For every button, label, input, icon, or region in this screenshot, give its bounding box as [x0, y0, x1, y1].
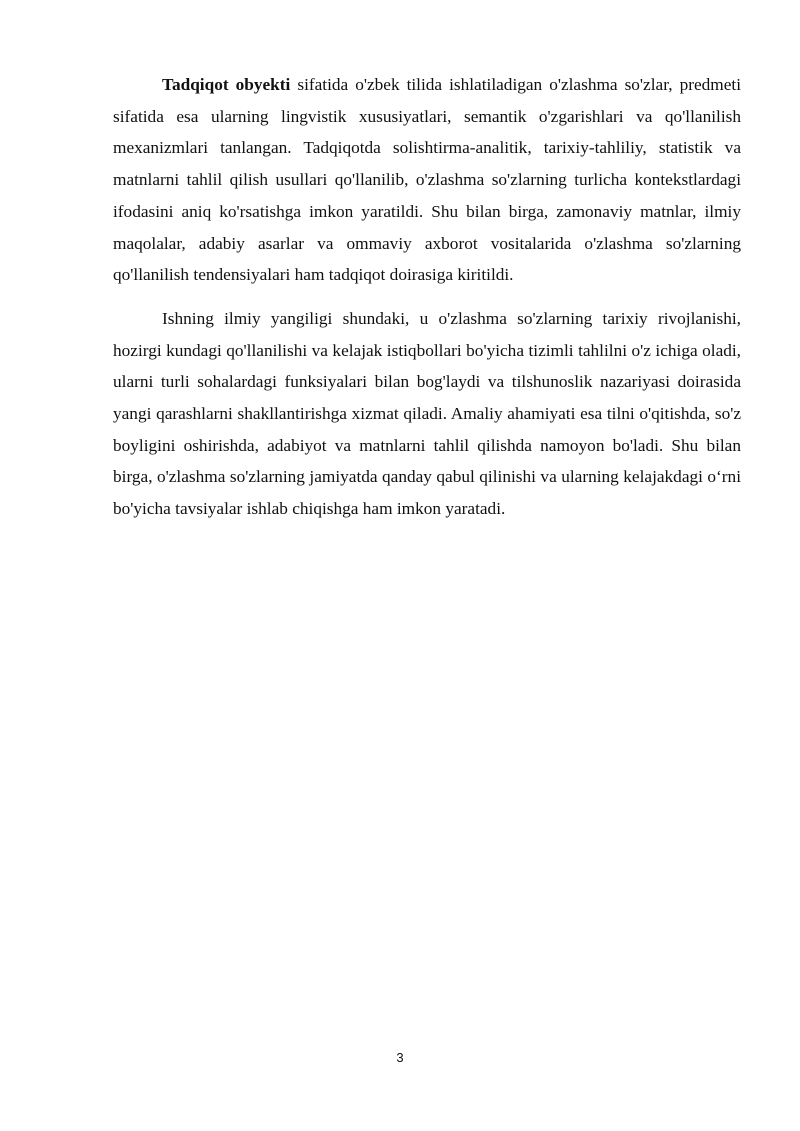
document-body	[113, 69, 741, 525]
paragraph-scientific-novelty	[113, 303, 741, 525]
paragraph-lead-bold: Tadqiqot obyekti	[162, 75, 291, 94]
paragraph-text: sifatida o'zbek tilida ishlatiladigan o'zlashma so'zlar, predmeti sifatida esa ularning lingvistik xususiyatlari, semantik o'zgarishlari va qo'llanilish mexanizmlari tanlangan. Tadqiqotda solishtirma-analitik, tarixiy-tahliliy, statistik va matnlarni tahlil qilish usullari qo'llanilib, o'zlashma so'zlarning turlicha kontekstlardagi ifodasini aniq ko'rsatishga imkon yaratildi. Shu bilan birga, zamonaviy matnlar, ilmiy maqolalar, adabiy asarlar va ommaviy axborot vositalarida o'zlashma so'zlarning qo'llanilish tendensiyalari ham tadqiqot doirasiga kiritildi.	[113, 75, 741, 285]
paragraph-text: Ishning ilmiy yangiligi shundaki, u o'zlashma so'zlarning tarixiy rivojlanishi, hozirgi kundagi qo'llanilishi va kelajak istiqbollari bo'yicha tizimli tahlilni o'z ichiga oladi, ularni turli sohalardagi funksiyalari bilan bog'laydi va tilshunoslik nazariyasi doirasida yangi qarashlarni shakllantirishga xizmat qiladi. Amaliy ahamiyati esa tilni o'qitishda, so'z boyligini oshirishda, adabiyot va matnlarni tahlil qilishda namoyon bo'ladi. Shu bilan birga, o'zlashma so'zlarning jamiyatda qanday qabul qilinishi va ularning kelajakdagi o‘rni bo'yicha tavsiyalar ishlab chiqishga ham imkon yaratadi.	[113, 308, 741, 519]
paragraph-research-object	[113, 69, 741, 291]
page-number: 3	[396, 1050, 404, 1065]
